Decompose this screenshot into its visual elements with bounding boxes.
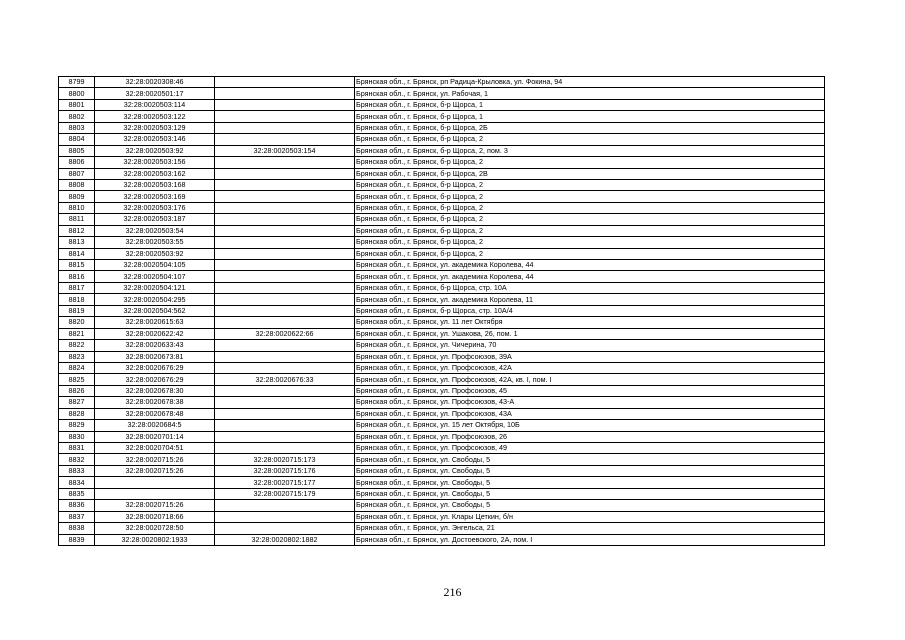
address-cell: Брянская обл., г. Брянск, ул. Рабочая, 1 bbox=[355, 88, 825, 99]
table-row bbox=[59, 282, 825, 293]
row-number-cell: 8823 bbox=[59, 351, 95, 362]
cadastral-number-cell: 32:28:0020715:26 bbox=[95, 465, 215, 476]
address-cell: Брянская обл., г. Брянск, ул. Профсоюзов, 43-А bbox=[355, 397, 825, 408]
related-cadastral-number-cell: 32:28:0020676:33 bbox=[215, 374, 355, 385]
cadastral-number-cell: 32:28:0020676:29 bbox=[95, 374, 215, 385]
address-cell: Брянская обл., г. Брянск, б-р Щорса, 2 bbox=[355, 134, 825, 145]
address-cell: Брянская обл., г. Брянск, ул. Достоевского, 2А, пом. I bbox=[355, 534, 825, 545]
table-row bbox=[59, 431, 825, 442]
table-row bbox=[59, 237, 825, 248]
address-cell: Брянская обл., г. Брянск, ул. Профсоюзов, 42А bbox=[355, 362, 825, 373]
cadastral-number-cell: 32:28:0020678:30 bbox=[95, 385, 215, 396]
row-number-cell: 8834 bbox=[59, 477, 95, 488]
related-cadastral-number-cell bbox=[215, 202, 355, 213]
table-row bbox=[59, 111, 825, 122]
cadastral-number-cell: 32:28:0020615:63 bbox=[95, 317, 215, 328]
table-row bbox=[59, 88, 825, 99]
row-number-cell: 8819 bbox=[59, 305, 95, 316]
table-row bbox=[59, 454, 825, 465]
related-cadastral-number-cell bbox=[215, 248, 355, 259]
address-cell: Брянская обл., г. Брянск, б-р Щорса, 2В bbox=[355, 168, 825, 179]
cadastral-number-cell: 32:28:0020503:55 bbox=[95, 237, 215, 248]
table-row bbox=[59, 168, 825, 179]
address-cell: Брянская обл., г. Брянск, ул. Профсоюзов, 45 bbox=[355, 385, 825, 396]
table-row bbox=[59, 351, 825, 362]
address-cell: Брянская обл., г. Брянск, б-р Щорса, 2 bbox=[355, 191, 825, 202]
row-number-cell: 8830 bbox=[59, 431, 95, 442]
table-row bbox=[59, 271, 825, 282]
related-cadastral-number-cell bbox=[215, 420, 355, 431]
table-row bbox=[59, 122, 825, 133]
table-row bbox=[59, 214, 825, 225]
row-number-cell: 8807 bbox=[59, 168, 95, 179]
row-number-cell: 8833 bbox=[59, 465, 95, 476]
row-number-cell: 8836 bbox=[59, 500, 95, 511]
table-row bbox=[59, 328, 825, 339]
related-cadastral-number-cell bbox=[215, 340, 355, 351]
table-row bbox=[59, 362, 825, 373]
related-cadastral-number-cell: 32:28:0020622:66 bbox=[215, 328, 355, 339]
cadastral-number-cell: 32:28:0020701:14 bbox=[95, 431, 215, 442]
cadastral-number-cell: 32:28:0020503:169 bbox=[95, 191, 215, 202]
cadastral-number-cell: 32:28:0020503:122 bbox=[95, 111, 215, 122]
related-cadastral-number-cell bbox=[215, 408, 355, 419]
table-row bbox=[59, 385, 825, 396]
related-cadastral-number-cell bbox=[215, 351, 355, 362]
cadastral-number-cell: 32:28:0020718:66 bbox=[95, 511, 215, 522]
table-row bbox=[59, 420, 825, 431]
row-number-cell: 8816 bbox=[59, 271, 95, 282]
row-number-cell: 8809 bbox=[59, 191, 95, 202]
related-cadastral-number-cell bbox=[215, 214, 355, 225]
related-cadastral-number-cell bbox=[215, 88, 355, 99]
cadastral-number-cell: 32:28:0020503:187 bbox=[95, 214, 215, 225]
related-cadastral-number-cell: 32:28:0020503:154 bbox=[215, 145, 355, 156]
address-cell: Брянская обл., г. Брянск, б-р Щорса, стр. 10А/4 bbox=[355, 305, 825, 316]
address-cell: Брянская обл., г. Брянск, б-р Щорса, 2 bbox=[355, 202, 825, 213]
cadastral-number-cell: 32:28:0020503:162 bbox=[95, 168, 215, 179]
table-row bbox=[59, 305, 825, 316]
cadastral-number-cell: 32:28:0020503:114 bbox=[95, 99, 215, 110]
cadastral-number-cell: 32:28:0020308:46 bbox=[95, 77, 215, 88]
row-number-cell: 8811 bbox=[59, 214, 95, 225]
address-cell: Брянская обл., г. Брянск, б-р Щорса, стр. 10А bbox=[355, 282, 825, 293]
row-number-cell: 8813 bbox=[59, 237, 95, 248]
row-number-cell: 8838 bbox=[59, 523, 95, 534]
address-cell: Брянская обл., г. Брянск, ул. 11 лет Октября bbox=[355, 317, 825, 328]
table-row bbox=[59, 488, 825, 499]
address-cell: Брянская обл., г. Брянск, ул. Клары Цеткин, б/н bbox=[355, 511, 825, 522]
table-row bbox=[59, 145, 825, 156]
related-cadastral-number-cell bbox=[215, 157, 355, 168]
cadastral-number-cell: 32:28:0020503:129 bbox=[95, 122, 215, 133]
cadastral-number-cell: 32:28:0020504:121 bbox=[95, 282, 215, 293]
table-row bbox=[59, 500, 825, 511]
registry-table-body bbox=[59, 77, 825, 546]
table-row bbox=[59, 443, 825, 454]
table-row bbox=[59, 179, 825, 190]
related-cadastral-number-cell bbox=[215, 443, 355, 454]
related-cadastral-number-cell bbox=[215, 134, 355, 145]
cadastral-number-cell: 32:28:0020633:43 bbox=[95, 340, 215, 351]
row-number-cell: 8828 bbox=[59, 408, 95, 419]
row-number-cell: 8820 bbox=[59, 317, 95, 328]
row-number-cell: 8805 bbox=[59, 145, 95, 156]
address-cell: Брянская обл., г. Брянск, б-р Щорса, 2, пом. 3 bbox=[355, 145, 825, 156]
table-row bbox=[59, 465, 825, 476]
address-cell: Брянская обл., г. Брянск, ул. академика Королева, 44 bbox=[355, 271, 825, 282]
address-cell: Брянская обл., г. Брянск, б-р Щорса, 2 bbox=[355, 237, 825, 248]
address-cell: Брянская обл., г. Брянск, ул. 15 лет Октября, 10Б bbox=[355, 420, 825, 431]
address-cell: Брянская обл., г. Брянск, ул. Профсоюзов, 26 bbox=[355, 431, 825, 442]
table-row bbox=[59, 202, 825, 213]
address-cell: Брянская обл., г. Брянск, б-р Щорса, 2Б bbox=[355, 122, 825, 133]
related-cadastral-number-cell bbox=[215, 305, 355, 316]
related-cadastral-number-cell: 32:28:0020715:179 bbox=[215, 488, 355, 499]
table-row bbox=[59, 225, 825, 236]
row-number-cell: 8824 bbox=[59, 362, 95, 373]
address-cell: Брянская обл., г. Брянск, ул. Энгельса, 21 bbox=[355, 523, 825, 534]
address-cell: Брянская обл., г. Брянск, ул. академика Королева, 44 bbox=[355, 260, 825, 271]
row-number-cell: 8825 bbox=[59, 374, 95, 385]
related-cadastral-number-cell bbox=[215, 271, 355, 282]
cadastral-number-cell: 32:28:0020678:38 bbox=[95, 397, 215, 408]
address-cell: Брянская обл., г. Брянск, б-р Щорса, 2 bbox=[355, 248, 825, 259]
address-cell: Брянская обл., г. Брянск, ул. Свободы, 5 bbox=[355, 500, 825, 511]
row-number-cell: 8831 bbox=[59, 443, 95, 454]
address-cell: Брянская обл., г. Брянск, б-р Щорса, 2 bbox=[355, 157, 825, 168]
row-number-cell: 8822 bbox=[59, 340, 95, 351]
table-row bbox=[59, 397, 825, 408]
table-row bbox=[59, 260, 825, 271]
row-number-cell: 8821 bbox=[59, 328, 95, 339]
related-cadastral-number-cell bbox=[215, 111, 355, 122]
cadastral-number-cell: 32:28:0020622:42 bbox=[95, 328, 215, 339]
related-cadastral-number-cell bbox=[215, 179, 355, 190]
related-cadastral-number-cell bbox=[215, 191, 355, 202]
cadastral-number-cell: 32:28:0020503:176 bbox=[95, 202, 215, 213]
cadastral-number-cell: 32:28:0020504:105 bbox=[95, 260, 215, 271]
row-number-cell: 8827 bbox=[59, 397, 95, 408]
address-cell: Брянская обл., г. Брянск, б-р Щорса, 2 bbox=[355, 225, 825, 236]
table-row bbox=[59, 134, 825, 145]
related-cadastral-number-cell bbox=[215, 511, 355, 522]
registry-table bbox=[58, 76, 825, 546]
row-number-cell: 8801 bbox=[59, 99, 95, 110]
table-row bbox=[59, 477, 825, 488]
address-cell: Брянская обл., г. Брянск, ул. Свободы, 5 bbox=[355, 465, 825, 476]
table-row bbox=[59, 157, 825, 168]
row-number-cell: 8810 bbox=[59, 202, 95, 213]
row-number-cell: 8814 bbox=[59, 248, 95, 259]
related-cadastral-number-cell bbox=[215, 385, 355, 396]
cadastral-number-cell: 32:28:0020684:5 bbox=[95, 420, 215, 431]
address-cell: Брянская обл., г. Брянск, ул. Профсоюзов, 42А, кв. I, пом. I bbox=[355, 374, 825, 385]
address-cell: Брянская обл., г. Брянск, ул. Свободы, 5 bbox=[355, 477, 825, 488]
related-cadastral-number-cell bbox=[215, 168, 355, 179]
cadastral-number-cell: 32:28:0020503:54 bbox=[95, 225, 215, 236]
row-number-cell: 8815 bbox=[59, 260, 95, 271]
row-number-cell: 8802 bbox=[59, 111, 95, 122]
table-row bbox=[59, 191, 825, 202]
cadastral-number-cell: 32:28:0020501:17 bbox=[95, 88, 215, 99]
cadastral-number-cell: 32:28:0020503:92 bbox=[95, 248, 215, 259]
table-row bbox=[59, 408, 825, 419]
page-number: 216 bbox=[443, 585, 462, 599]
row-number-cell: 8832 bbox=[59, 454, 95, 465]
table-row bbox=[59, 294, 825, 305]
cadastral-number-cell: 32:28:0020728:50 bbox=[95, 523, 215, 534]
related-cadastral-number-cell bbox=[215, 317, 355, 328]
row-number-cell: 8800 bbox=[59, 88, 95, 99]
address-cell: Брянская обл., г. Брянск, ул. Свободы, 5 bbox=[355, 488, 825, 499]
related-cadastral-number-cell bbox=[215, 77, 355, 88]
cadastral-number-cell bbox=[95, 477, 215, 488]
related-cadastral-number-cell bbox=[215, 362, 355, 373]
row-number-cell: 8806 bbox=[59, 157, 95, 168]
cadastral-number-cell: 32:28:0020503:168 bbox=[95, 179, 215, 190]
row-number-cell: 8835 bbox=[59, 488, 95, 499]
cadastral-number-cell: 32:28:0020704:51 bbox=[95, 443, 215, 454]
row-number-cell: 8799 bbox=[59, 77, 95, 88]
address-cell: Брянская обл., г. Брянск, ул. академика Королева, 11 bbox=[355, 294, 825, 305]
address-cell: Брянская обл., г. Брянск, б-р Щорса, 1 bbox=[355, 111, 825, 122]
cadastral-number-cell: 32:28:0020503:146 bbox=[95, 134, 215, 145]
cadastral-number-cell: 32:28:0020503:156 bbox=[95, 157, 215, 168]
cadastral-number-cell: 32:28:0020503:92 bbox=[95, 145, 215, 156]
row-number-cell: 8803 bbox=[59, 122, 95, 133]
table-row bbox=[59, 77, 825, 88]
related-cadastral-number-cell bbox=[215, 237, 355, 248]
address-cell: Брянская обл., г. Брянск, б-р Щорса, 1 bbox=[355, 99, 825, 110]
cadastral-number-cell: 32:28:0020715:26 bbox=[95, 454, 215, 465]
related-cadastral-number-cell bbox=[215, 397, 355, 408]
table-row bbox=[59, 248, 825, 259]
related-cadastral-number-cell bbox=[215, 500, 355, 511]
table-row bbox=[59, 534, 825, 545]
row-number-cell: 8808 bbox=[59, 179, 95, 190]
address-cell: Брянская обл., г. Брянск, ул. Ушакова, 26, пом. 1 bbox=[355, 328, 825, 339]
cadastral-number-cell: 32:28:0020504:107 bbox=[95, 271, 215, 282]
address-cell: Брянская обл., г. Брянск, ул. Профсоюзов, 43А bbox=[355, 408, 825, 419]
related-cadastral-number-cell bbox=[215, 225, 355, 236]
row-number-cell: 8817 bbox=[59, 282, 95, 293]
row-number-cell: 8837 bbox=[59, 511, 95, 522]
related-cadastral-number-cell bbox=[215, 523, 355, 534]
row-number-cell: 8818 bbox=[59, 294, 95, 305]
address-cell: Брянская обл., г. Брянск, б-р Щорса, 2 bbox=[355, 214, 825, 225]
row-number-cell: 8839 bbox=[59, 534, 95, 545]
cadastral-number-cell: 32:28:0020676:29 bbox=[95, 362, 215, 373]
cadastral-number-cell: 32:28:0020715:26 bbox=[95, 500, 215, 511]
table-row bbox=[59, 374, 825, 385]
related-cadastral-number-cell bbox=[215, 294, 355, 305]
cadastral-number-cell: 32:28:0020504:295 bbox=[95, 294, 215, 305]
row-number-cell: 8829 bbox=[59, 420, 95, 431]
related-cadastral-number-cell: 32:28:0020715:173 bbox=[215, 454, 355, 465]
table-row bbox=[59, 511, 825, 522]
cadastral-number-cell: 32:28:0020504:562 bbox=[95, 305, 215, 316]
table-row bbox=[59, 340, 825, 351]
table-row bbox=[59, 317, 825, 328]
address-cell: Брянская обл., г. Брянск, ул. Свободы, 5 bbox=[355, 454, 825, 465]
table-row bbox=[59, 523, 825, 534]
related-cadastral-number-cell bbox=[215, 260, 355, 271]
cadastral-number-cell bbox=[95, 488, 215, 499]
related-cadastral-number-cell bbox=[215, 431, 355, 442]
address-cell: Брянская обл., г. Брянск, ул. Профсоюзов, 49 bbox=[355, 443, 825, 454]
related-cadastral-number-cell bbox=[215, 122, 355, 133]
related-cadastral-number-cell: 32:28:0020715:177 bbox=[215, 477, 355, 488]
address-cell: Брянская обл., г. Брянск, ул. Чичерина, 70 bbox=[355, 340, 825, 351]
cadastral-number-cell: 32:28:0020802:1933 bbox=[95, 534, 215, 545]
related-cadastral-number-cell: 32:28:0020802:1882 bbox=[215, 534, 355, 545]
address-cell: Брянская обл., г. Брянск, рп Радица-Крыловка, ул. Фокина, 94 bbox=[355, 77, 825, 88]
row-number-cell: 8804 bbox=[59, 134, 95, 145]
address-cell: Брянская обл., г. Брянск, ул. Профсоюзов, 39А bbox=[355, 351, 825, 362]
related-cadastral-number-cell bbox=[215, 99, 355, 110]
related-cadastral-number-cell bbox=[215, 282, 355, 293]
address-cell: Брянская обл., г. Брянск, б-р Щорса, 2 bbox=[355, 179, 825, 190]
related-cadastral-number-cell: 32:28:0020715:176 bbox=[215, 465, 355, 476]
row-number-cell: 8812 bbox=[59, 225, 95, 236]
cadastral-number-cell: 32:28:0020678:48 bbox=[95, 408, 215, 419]
row-number-cell: 8826 bbox=[59, 385, 95, 396]
cadastral-number-cell: 32:28:0020673:81 bbox=[95, 351, 215, 362]
table-row bbox=[59, 99, 825, 110]
